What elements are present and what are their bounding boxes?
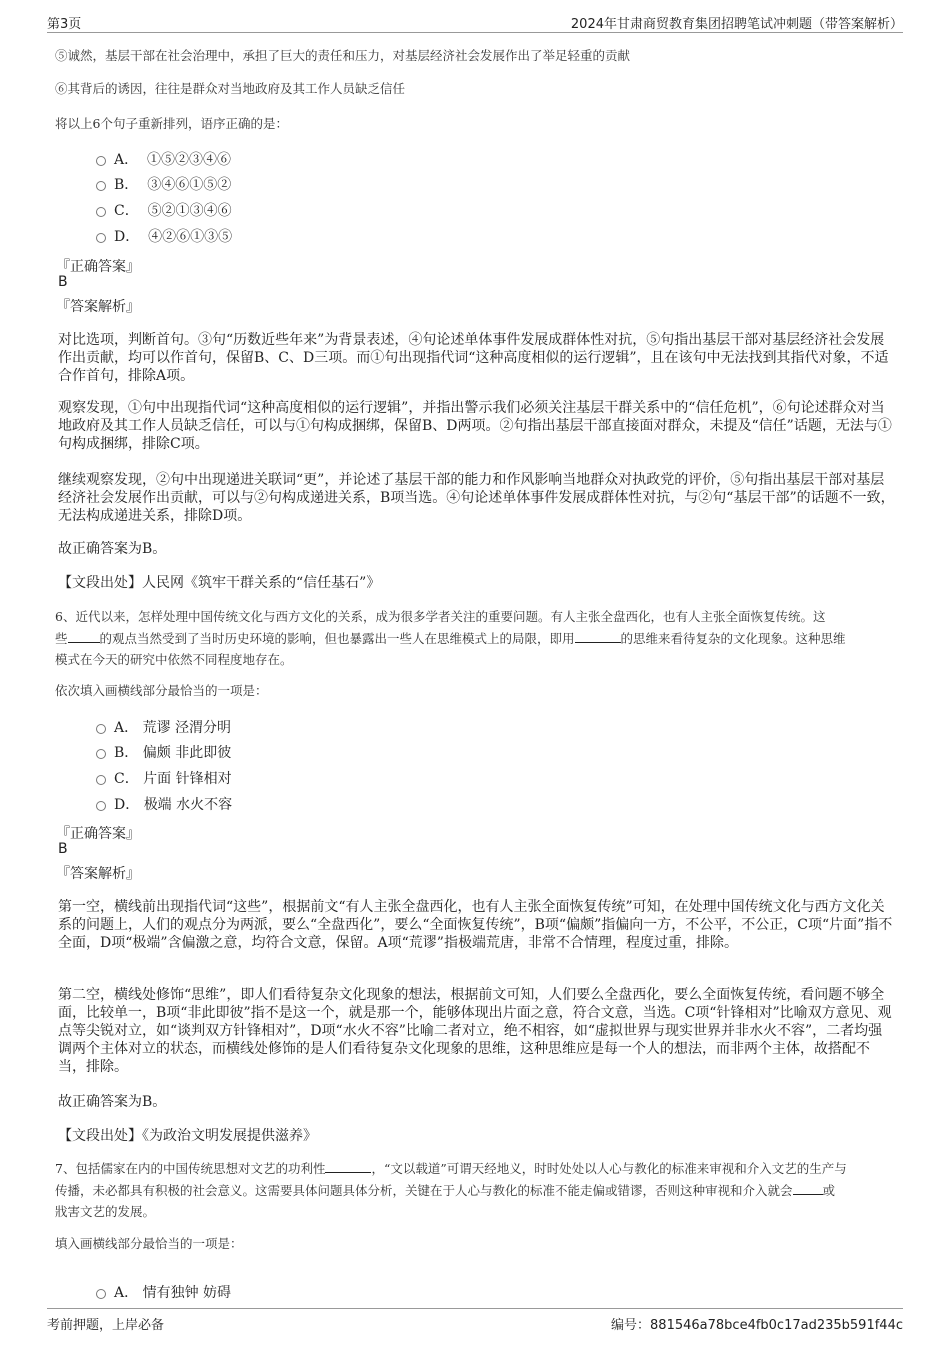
option-letter: D． [114, 797, 140, 813]
option-letter: B． [114, 745, 139, 761]
page-header [47, 10, 903, 33]
q6-stem-text: 的思维来看待复杂的文化现象。这种思维 [620, 631, 846, 646]
q6-analysis-paragraph-2: 第二空，横线处修饰“思维”，即人们看待复杂文化现象的想法，根据前文可知，人们要么全盘西化，要么全面恢复传统，看问题不够全面，比较单一，B项“非此即彼”指不是这一个，就是那一个，能够体现出片面之意，符合文意，当选。C项“针锋相对”比喻双方意见、观点等尖锐对立，如“谈判双方针锋相对”，D项“水火不容”比喻二者对立，绝不相容，如“虚拟世界与现实世界并非水火不容”，二者均强调两个主体对立的状态，而横线处修饰的是人们看待复杂文化现象的思维，这种思维应是每一个人的想法，而非两个主体，故搭配不当，排除。 [58, 987, 892, 1075]
radio-icon[interactable] [96, 775, 106, 785]
q5-option-b[interactable] [96, 175, 231, 195]
q7-prompt: 填入画横线部分最恰当的一项是： [55, 1236, 243, 1251]
q7-stem-text: ，“文以载道”可谓天经地义，时时处处以人心与教化的标准来审视和介入文艺的生产与 [371, 1161, 847, 1176]
q5-option-a[interactable] [96, 150, 231, 170]
document-title: 2024年甘肃商贸教育集团招聘笔试冲刺题（带答案解析） [570, 17, 903, 32]
radio-icon[interactable] [96, 181, 106, 191]
q6-option-a[interactable] [96, 718, 231, 738]
option-text: 片面 针锋相对 [143, 771, 232, 787]
q6-stem-line-1: 6、近代以来，怎样处理中国传统文化与西方文化的关系，成为很多学者关注的重要问题。有人主张全盘西化，也有人主张全面恢复传统。这 [55, 609, 826, 624]
q6-analysis-paragraph-1: 第一空，横线前出现指代词“这些”，根据前文“有人主张全盘西化，也有人主张全面恢复传统”可知，在处理中国传统文化与西方文化关系的问题上，人们的观点分为两派，要么“全盘西化”，要么“全面恢复传统”，B项“偏颇”指偏向一方，不公平，不公正，C项“片面”指不全面，D项“极端”含偏激之意，均符合文意，保留。A项“荒谬”指极端荒唐，非常不合情理，程度过重，排除。 [58, 899, 893, 951]
q7-stem-text: 或 [822, 1183, 836, 1198]
q7-stem-line-3: 戕害文艺的发展。 [55, 1204, 156, 1219]
option-letter: D． [114, 229, 140, 245]
page-footer [47, 1308, 903, 1333]
footer-slogan: 考前押题，上岸必备 [47, 1318, 165, 1333]
page-number: 第3页 [47, 17, 82, 32]
q5-analysis-paragraph-1: 对比选项，判断首句。③句“历数近些年来”为背景表述，④句论述单体事件发展成群体性对抗，⑤句指出基层干部对基层经济社会发展作出贡献，均可以作首句，保留B、C、D三项。而①句出现指代词“这种高度相似的运行逻辑”，且在该句中无法找到其指代对象，不适合作首句，排除A项。 [58, 332, 889, 384]
q6-conclusion: 故正确答案为B。 [58, 1094, 167, 1110]
q7-stem-line-1 [55, 1158, 915, 1180]
q5-sentence-5: ⑤诚然，基层干部在社会治理中，承担了巨大的责任和压力，对基层经济社会发展作出了举足轻重的贡献 [55, 48, 631, 63]
q5-option-c[interactable] [96, 201, 232, 221]
q5-analysis-paragraph-3: 继续观察发现，②句中出现递进关联词“更”，并论述了基层干部的能力和作风影响当地群众对执政党的评价，⑤句指出基层干部对基层经济社会发展作出贡献，可以与②句构成递进关系，B项当选。④句论述单体事件发展成群体性对抗，与②句“基层干部”的话题不一致，无法构成递进关系，排除D项。 [58, 472, 895, 524]
q7-stem-text: 传播，未必都具有积极的社会意义。这需要具体问题具体分析，关键在于人心与教化的标准不能走偏或错谬，否则这种审视和介入就会 [55, 1183, 793, 1198]
q5-sentence-6: ⑥其背后的诱因，往往是群众对当地政府及其工作人员缺乏信任 [55, 81, 406, 96]
radio-icon[interactable] [96, 724, 106, 734]
footer-id-code: 881546a78bce4fb0c17ad235b591f44c [650, 1318, 903, 1333]
q5-answer-label: 『正确答案』 [56, 259, 140, 275]
q6-source: 【文段出处】《为政治文明发展提供滋养》 [58, 1128, 317, 1144]
option-letter: C． [114, 771, 139, 787]
radio-icon[interactable] [96, 1289, 106, 1299]
q6-stem-line-2 [55, 628, 915, 650]
radio-icon[interactable] [96, 233, 106, 243]
option-text: ①⑤②③④⑥ [147, 152, 232, 168]
option-text: ④②⑥①③⑤ [148, 229, 233, 245]
q6-option-c[interactable] [96, 769, 232, 789]
q6-analysis-label: 『答案解析』 [56, 866, 140, 882]
option-letter: A． [114, 1285, 139, 1301]
q7-option-a[interactable] [96, 1283, 231, 1303]
option-text: 偏颇 非此即彼 [142, 745, 232, 761]
q6-option-d[interactable] [96, 795, 232, 815]
radio-icon[interactable] [96, 801, 106, 811]
fill-blank [793, 1182, 823, 1195]
option-text: ③④⑥①⑤② [147, 177, 232, 193]
q6-answer-label: 『正确答案』 [56, 826, 140, 842]
q7-stem-line-2 [55, 1180, 915, 1202]
q6-stem-line-3: 模式在今天的研究中依然不同程度地存在。 [55, 652, 293, 667]
q5-analysis-paragraph-2: 观察发现，①句中出现指代词“这种高度相似的运行逻辑”，并指出警示我们必须关注基层干群关系中的“信任危机”，⑥句论述群众对当地政府及其工作人员缺乏信任，可以与①句构成捆绑，保留B、D两项。②句指出基层干部直接面对群众，未提及“信任”话题，无法与①句构成捆绑，排除C项。 [58, 400, 892, 452]
fill-blank [68, 630, 100, 643]
q6-answer: B [58, 841, 68, 857]
option-letter: A． [114, 152, 139, 168]
q5-answer: B [58, 274, 68, 290]
q5-prompt: 将以上6个句子重新排列，语序正确的是： [55, 116, 288, 131]
option-text: 极端 水火不容 [143, 797, 233, 813]
q5-analysis-label: 『答案解析』 [56, 299, 140, 315]
q6-stem-text: 的观点当然受到了当时历史环境的影响，但也暴露出一些人在思维模式上的局限，即用 [99, 631, 575, 646]
q6-option-b[interactable] [96, 743, 231, 763]
radio-icon[interactable] [96, 156, 106, 166]
q6-stem-text: 些 [55, 631, 68, 646]
fill-blank [575, 630, 621, 643]
radio-icon[interactable] [96, 207, 106, 217]
q7-stem-text: 7、包括儒家在内的中国传统思想对文艺的功利性 [55, 1161, 326, 1176]
footer-id-label: 编号： [611, 1318, 651, 1333]
option-text: 荒谬 泾渭分明 [142, 720, 232, 736]
option-text: ⑤②①③④⑥ [147, 203, 232, 219]
q5-conclusion: 故正确答案为B。 [58, 541, 167, 557]
fill-blank [325, 1160, 371, 1173]
radio-icon[interactable] [96, 749, 106, 759]
option-letter: B． [114, 177, 139, 193]
option-text: 情有独钟 妨碍 [142, 1285, 232, 1301]
footer-document-id [611, 1314, 903, 1333]
q5-source: 【文段出处】人民网《筑牢干群关系的“信任基石”》 [58, 575, 381, 591]
option-letter: C． [114, 203, 139, 219]
option-letter: A． [114, 720, 139, 736]
q6-prompt: 依次填入画横线部分最恰当的一项是： [55, 683, 268, 698]
q5-option-d[interactable] [96, 227, 232, 247]
